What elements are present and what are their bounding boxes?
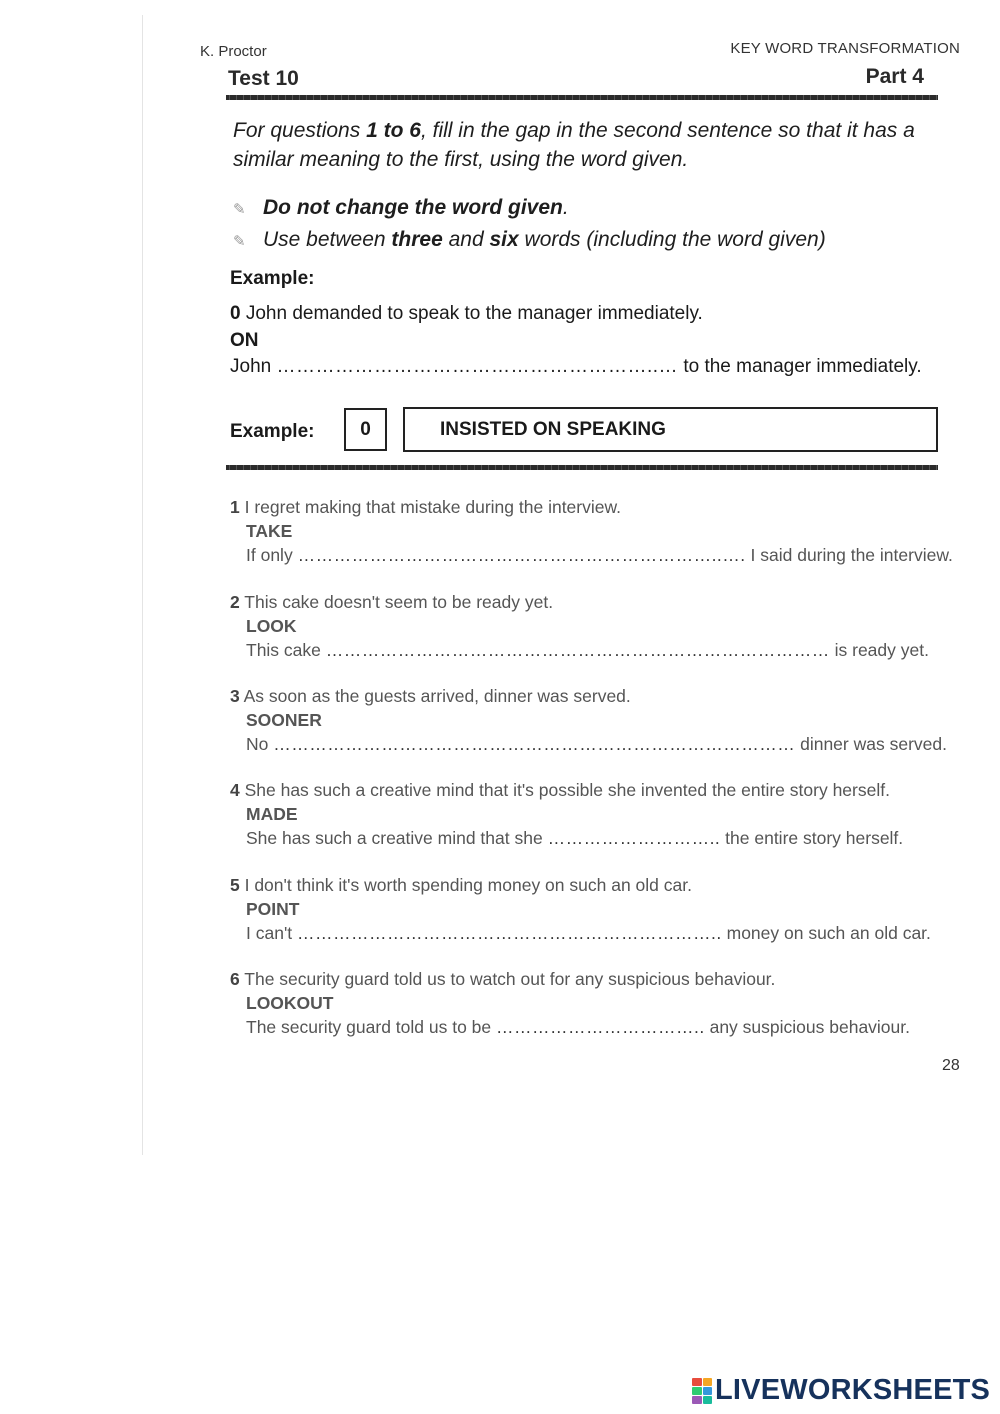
answer-gap[interactable]: …………………………………………………………………………… xyxy=(273,734,796,754)
bullet-icon: ✎ xyxy=(233,233,246,250)
icon-square xyxy=(692,1378,702,1386)
test-title: Test 10 xyxy=(228,67,299,90)
question-2: 2 This cake doesn't seem to be ready yet. LOOK This cake ………………………………………………………………………… is ready yet. xyxy=(230,592,929,660)
example-sentence: 0 John demanded to speak to the manager immediately. xyxy=(230,303,703,324)
liveworksheets-logo[interactable] xyxy=(692,1374,990,1407)
example-answer-text: INSISTED ON SPEAKING xyxy=(440,419,666,440)
example-rule xyxy=(226,465,938,470)
question-6: 6 The security guard told us to watch out for any suspicious behaviour. LOOKOUT The security guard told us to be …………………………….. any suspicious behaviour. xyxy=(230,969,911,1037)
icon-square xyxy=(692,1396,702,1404)
question-3: 3 As soon as the guests arrived, dinner was served. SOONER No …………………………………………………………………………… dinner was served. xyxy=(230,686,947,754)
keyword: LOOKOUT xyxy=(246,993,334,1013)
page-margin-line xyxy=(142,15,143,1155)
answer-gap[interactable]: ………………………………………………………………………… xyxy=(325,640,830,660)
answer-gap[interactable]: ……………………….. xyxy=(547,828,721,848)
rule-do-not-change: ✎ Do not change the word given. xyxy=(233,196,569,219)
instructions-text: For questions 1 to 6, fill in the gap in the second sentence so that it has a similar meaning to the first, using the word given. xyxy=(233,119,915,171)
question-5: 5 I don't think it's worth spending money on such an old car. POINT I can't …………………………………………………………….. money on such an old car. xyxy=(230,875,931,943)
keyword: SOONER xyxy=(246,710,322,730)
icon-square xyxy=(703,1378,713,1386)
page-number: 28 xyxy=(942,1057,960,1074)
brand-name: LIVEWORKSHEETS xyxy=(715,1374,991,1406)
question-1: 1 I regret making that mistake during the interview. TAKE If only ……………………………………………………………..…. I said during the interview. xyxy=(230,497,953,565)
icon-square xyxy=(703,1387,713,1395)
question-4: 4 She has such a creative mind that it's possible she invented the entire story herself. MADE She has such a creative mind that she ……………………….. the entire story herself. xyxy=(230,780,904,848)
example-answer-number: 0 xyxy=(344,408,387,451)
answer-gap[interactable]: ……………………………………………………………..…. xyxy=(297,545,746,565)
answer-gap[interactable]: …………………………………………………………….. xyxy=(297,923,722,943)
icon-square xyxy=(692,1387,702,1395)
liveworksheets-icon xyxy=(692,1378,712,1404)
keyword: POINT xyxy=(246,899,300,919)
keyword: TAKE xyxy=(246,521,293,541)
author-name: K. Proctor xyxy=(200,43,267,60)
example-gap-sentence: John …………………………………………………..… to the manager immediately. xyxy=(230,356,922,377)
bullet-icon: ✎ xyxy=(233,201,246,218)
question-range: 1 to 6 xyxy=(366,119,421,142)
answer-gap[interactable]: …………………………….. xyxy=(496,1017,705,1037)
keyword: MADE xyxy=(246,804,298,824)
section-title: KEY WORD TRANSFORMATION xyxy=(730,40,960,57)
example-keyword: ON xyxy=(230,330,259,351)
rule-word-count: ✎ Use between three and six words (including the word given) xyxy=(233,228,826,251)
keyword: LOOK xyxy=(246,616,297,636)
icon-square xyxy=(703,1396,713,1404)
example-heading: Example: xyxy=(230,268,315,289)
part-title: Part 4 xyxy=(865,65,924,88)
header-rule xyxy=(226,95,938,100)
example-answer-label: Example: xyxy=(230,421,315,442)
